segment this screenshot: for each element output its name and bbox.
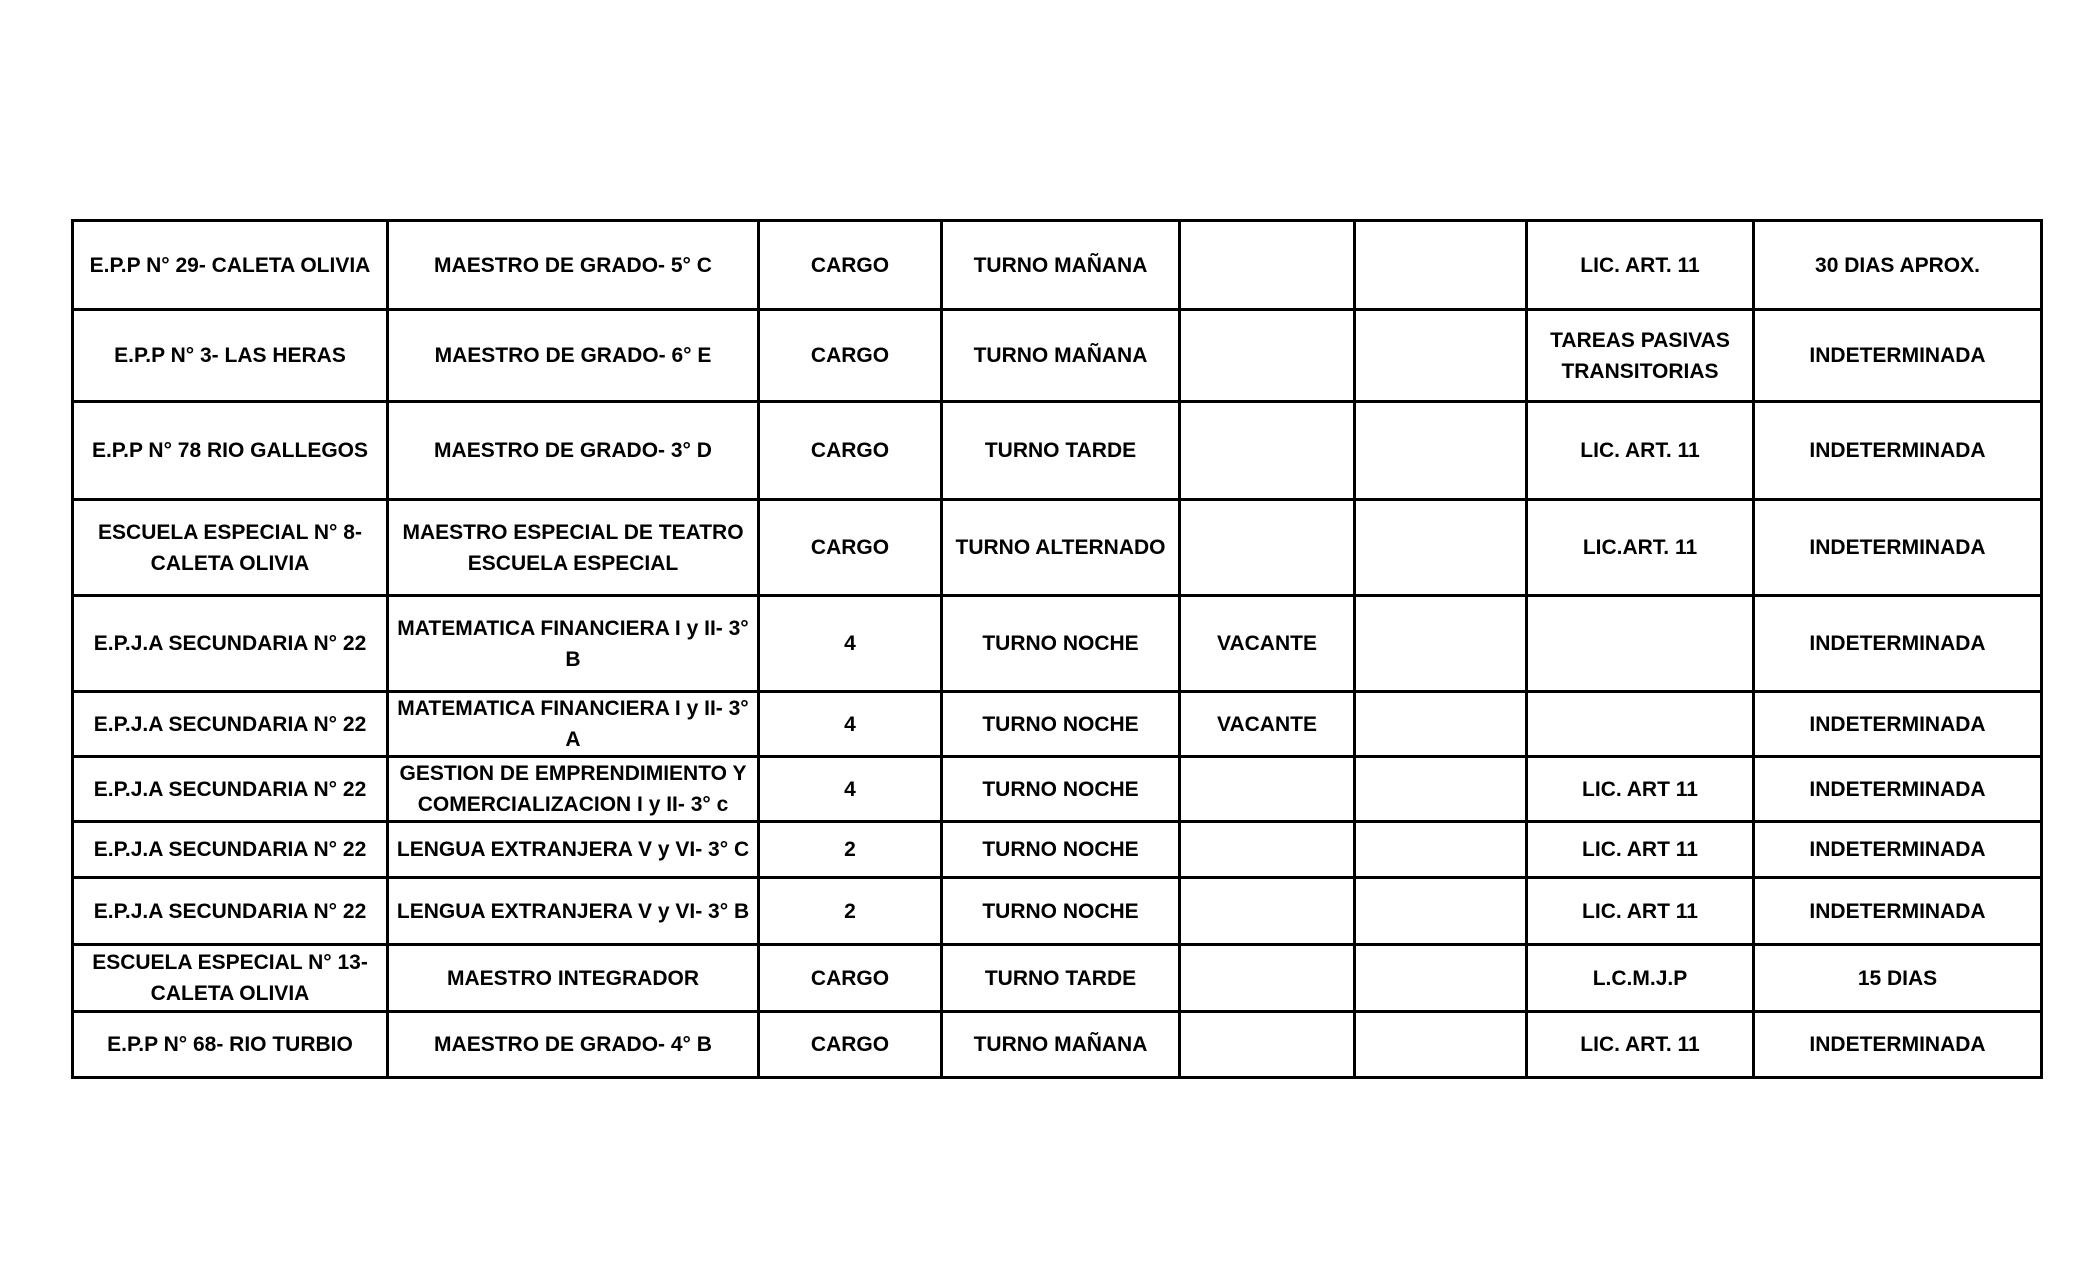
cell-status [1180,221,1355,310]
cell-school: E.P.J.A SECUNDARIA N° 22 [73,878,388,945]
cell-status [1180,1012,1355,1078]
cell-type: CARGO [759,1012,942,1078]
cell-position: MAESTRO DE GRADO- 5° C [388,221,759,310]
cell-position: LENGUA EXTRANJERA V y VI- 3° B [388,878,759,945]
cell-position: MAESTRO DE GRADO- 3° D [388,402,759,500]
table-row [73,757,2042,822]
table-row [73,596,2042,692]
cell-school: E.P.J.A SECUNDARIA N° 22 [73,596,388,692]
cell-type: CARGO [759,500,942,596]
cell-shift: TURNO TARDE [942,945,1180,1012]
cell-status [1180,945,1355,1012]
cell-shift: TURNO TARDE [942,402,1180,500]
cell-status: VACANTE [1180,692,1355,757]
cell-extra [1355,757,1527,822]
cell-extra [1355,402,1527,500]
cell-school: E.P.P N° 3- LAS HERAS [73,310,388,402]
cell-reason [1527,596,1754,692]
cell-shift: TURNO MAÑANA [942,221,1180,310]
cell-extra [1355,822,1527,878]
cell-reason [1527,692,1754,757]
cell-position: MATEMATICA FINANCIERA I y II- 3° B [388,596,759,692]
cell-type: CARGO [759,310,942,402]
cell-school: ESCUELA ESPECIAL N° 8- CALETA OLIVIA [73,500,388,596]
cell-type: 4 [759,692,942,757]
table-row [73,878,2042,945]
cell-reason: LIC. ART 11 [1527,878,1754,945]
cell-duration: INDETERMINADA [1754,692,2042,757]
cell-school: ESCUELA ESPECIAL N° 13- CALETA OLIVIA [73,945,388,1012]
cell-extra [1355,596,1527,692]
cell-type: CARGO [759,402,942,500]
table-row [73,310,2042,402]
cell-duration: INDETERMINADA [1754,596,2042,692]
cell-reason: TAREAS PASIVAS TRANSITORIAS [1527,310,1754,402]
table-row [73,822,2042,878]
cell-reason: LIC. ART. 11 [1527,1012,1754,1078]
cell-type: CARGO [759,945,942,1012]
cell-type: CARGO [759,221,942,310]
table-row [73,1012,2042,1078]
cell-reason: LIC. ART. 11 [1527,221,1754,310]
cell-position: LENGUA EXTRANJERA V y VI- 3° C [388,822,759,878]
cell-shift: TURNO MAÑANA [942,310,1180,402]
cell-status [1180,500,1355,596]
cell-extra [1355,692,1527,757]
cell-position: MATEMATICA FINANCIERA I y II- 3° A [388,692,759,757]
cell-duration: INDETERMINADA [1754,822,2042,878]
cell-school: E.P.P N° 68- RIO TURBIO [73,1012,388,1078]
cell-status [1180,878,1355,945]
table-row [73,402,2042,500]
cell-duration: INDETERMINADA [1754,310,2042,402]
cell-position: MAESTRO INTEGRADOR [388,945,759,1012]
cell-reason: L.C.M.J.P [1527,945,1754,1012]
cell-school: E.P.J.A SECUNDARIA N° 22 [73,822,388,878]
cell-shift: TURNO NOCHE [942,878,1180,945]
table-row [73,692,2042,757]
cell-reason: LIC. ART 11 [1527,822,1754,878]
cell-shift: TURNO MAÑANA [942,1012,1180,1078]
cell-extra [1355,1012,1527,1078]
vacancy-table [71,219,2043,1079]
cell-extra [1355,878,1527,945]
table-row [73,945,2042,1012]
cell-school: E.P.J.A SECUNDARIA N° 22 [73,692,388,757]
cell-extra [1355,310,1527,402]
cell-type: 2 [759,822,942,878]
cell-duration: 15 DIAS [1754,945,2042,1012]
cell-reason: LIC. ART. 11 [1527,402,1754,500]
cell-position: GESTION DE EMPRENDIMIENTO Y COMERCIALIZACION I y II- 3° c [388,757,759,822]
cell-school: E.P.P N° 29- CALETA OLIVIA [73,221,388,310]
cell-duration: INDETERMINADA [1754,402,2042,500]
cell-status: VACANTE [1180,596,1355,692]
cell-reason: LIC. ART 11 [1527,757,1754,822]
cell-shift: TURNO NOCHE [942,757,1180,822]
cell-status [1180,822,1355,878]
cell-shift: TURNO NOCHE [942,596,1180,692]
cell-status [1180,757,1355,822]
cell-position: MAESTRO DE GRADO- 4° B [388,1012,759,1078]
table-body [73,221,2042,1078]
cell-shift: TURNO NOCHE [942,692,1180,757]
cell-duration: 30 DIAS APROX. [1754,221,2042,310]
cell-school: E.P.J.A SECUNDARIA N° 22 [73,757,388,822]
cell-shift: TURNO NOCHE [942,822,1180,878]
cell-shift: TURNO ALTERNADO [942,500,1180,596]
cell-status [1180,402,1355,500]
cell-school: E.P.P N° 78 RIO GALLEGOS [73,402,388,500]
cell-position: MAESTRO DE GRADO- 6° E [388,310,759,402]
cell-extra [1355,945,1527,1012]
cell-duration: INDETERMINADA [1754,500,2042,596]
cell-position: MAESTRO ESPECIAL DE TEATRO ESCUELA ESPECIAL [388,500,759,596]
cell-duration: INDETERMINADA [1754,1012,2042,1078]
cell-type: 4 [759,596,942,692]
cell-extra [1355,221,1527,310]
table-row [73,221,2042,310]
cell-duration: INDETERMINADA [1754,878,2042,945]
cell-status [1180,310,1355,402]
table-row [73,500,2042,596]
cell-duration: INDETERMINADA [1754,757,2042,822]
cell-extra [1355,500,1527,596]
cell-reason: LIC.ART. 11 [1527,500,1754,596]
cell-type: 2 [759,878,942,945]
cell-type: 4 [759,757,942,822]
